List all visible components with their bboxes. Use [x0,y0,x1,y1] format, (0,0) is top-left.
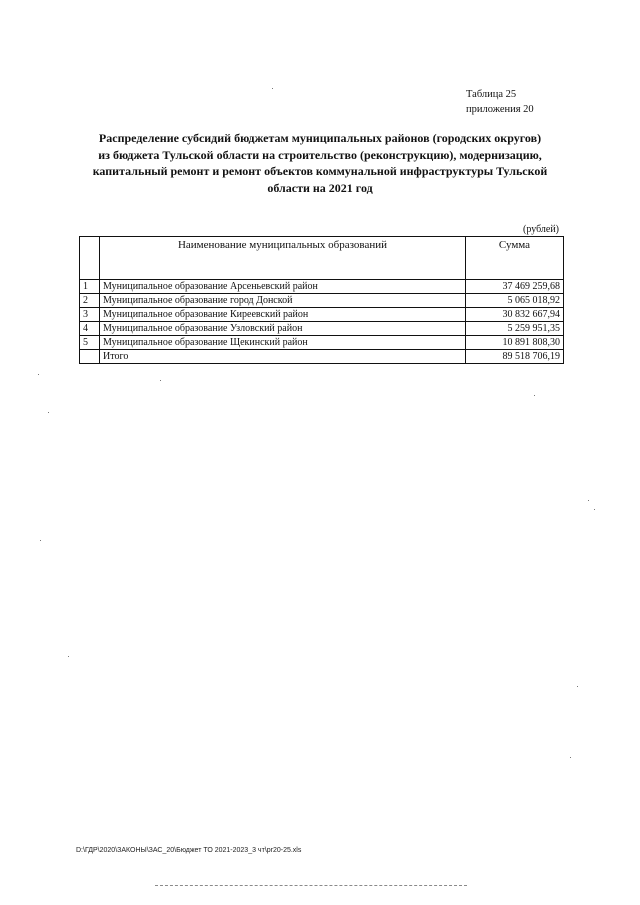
scan-speck [48,412,49,413]
row-number: 1 [80,280,100,294]
row-sum: 37 469 259,68 [466,280,564,294]
table-reference [466,87,534,117]
table-number: Таблица 25 [466,89,517,100]
header-sum: Сумма [466,237,564,280]
row-name: Муниципальное образование Киреевский район [100,308,466,322]
header-number [80,237,100,280]
title-line-4: области на 2021 год [267,180,373,195]
subsidy-table [79,236,564,364]
title-line-1: Распределение субсидий бюджетам муниципальных районов (городских округов) [98,131,542,145]
title-line-3: капитальный ремонт и ремонт объектов коммунальной инфраструктуры Тульской [92,164,548,178]
scan-speck [570,757,571,758]
scan-speck [534,395,535,396]
row-name: Муниципальное образование город Донской [100,294,466,308]
row-number: 5 [80,336,100,350]
table-header-row [80,237,564,280]
total-row [80,350,564,364]
row-sum: 5 065 018,92 [466,294,564,308]
table-row [80,308,564,322]
table-row [80,322,564,336]
scan-edge-line [155,885,467,886]
scan-speck [160,380,161,381]
total-label: Итого [100,350,466,364]
scan-speck [588,500,589,501]
table-row [80,280,564,294]
title-line-2: из бюджета Тульской области на строительство (реконструкцию), модернизацию, [98,147,542,162]
file-path-footer: D:\ГДР\2020\ЗАКОНЫ\ЗАС_20\Бюджет ТО 2021-2023_3 чт\pr20-25.xls [76,847,302,854]
row-number: 4 [80,322,100,336]
units-label: (рублей) [523,224,560,235]
appendix-reference: приложения 20 [466,104,534,115]
scan-speck [68,656,69,657]
scan-speck [38,374,39,375]
row-name: Муниципальное образование Арсеньевский район [100,280,466,294]
total-number [80,350,100,364]
total-sum: 89 518 706,19 [466,350,564,364]
row-name: Муниципальное образование Щекинский район [100,336,466,350]
scan-speck [594,509,595,510]
row-sum: 10 891 808,30 [466,336,564,350]
scan-speck [272,88,273,89]
row-number: 3 [80,308,100,322]
scan-speck [40,540,41,541]
row-number: 2 [80,294,100,308]
document-title [70,130,570,196]
row-sum: 30 832 667,94 [466,308,564,322]
row-sum: 5 259 951,35 [466,322,564,336]
row-name: Муниципальное образование Узловский район [100,322,466,336]
table-row [80,294,564,308]
header-name: Наименование муниципальных образований [100,237,466,280]
table-row [80,336,564,350]
scan-speck [577,686,578,687]
